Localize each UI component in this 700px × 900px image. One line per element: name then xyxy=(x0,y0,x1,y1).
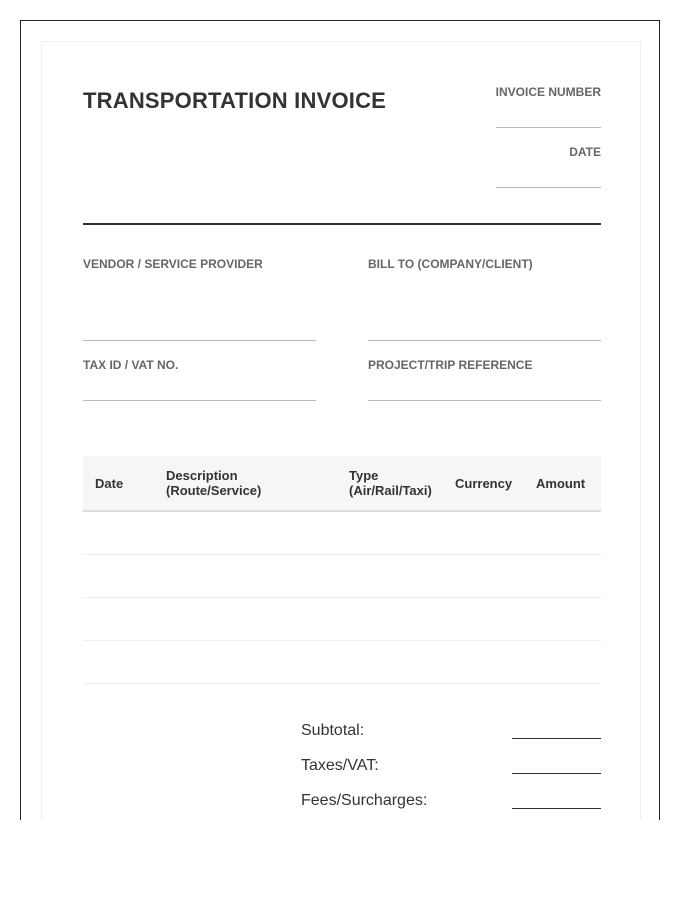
invoice-title: TRANSPORTATION INVOICE xyxy=(83,88,387,113)
table-row[interactable] xyxy=(83,555,601,598)
document-frame xyxy=(20,20,660,820)
date-label: DATE xyxy=(569,145,601,159)
invoice-sheet xyxy=(41,41,641,820)
header-date: Date xyxy=(95,475,124,491)
header-currency: Currency xyxy=(455,475,513,491)
table-row[interactable] xyxy=(83,598,601,641)
bill-to-label: BILL TO (COMPANY/CLIENT) xyxy=(368,257,533,271)
invoice-number-label: INVOICE NUMBER xyxy=(495,85,601,99)
date-field[interactable] xyxy=(496,187,601,188)
totals-section xyxy=(301,722,601,820)
header-description-line2: (Route/Service) xyxy=(166,483,262,498)
bill-to-field[interactable] xyxy=(368,340,601,341)
fees-row xyxy=(301,792,601,820)
table-row[interactable] xyxy=(83,512,601,555)
header-type-line1: Type xyxy=(349,468,379,483)
subtotal-label: Subtotal: xyxy=(301,722,365,739)
header-type-line2: (Air/Rail/Taxi) xyxy=(349,483,432,498)
header-description xyxy=(166,456,261,510)
taxes-label: Taxes/VAT: xyxy=(301,757,379,774)
subtotal-row xyxy=(301,722,601,757)
table-row[interactable] xyxy=(83,641,601,684)
line-items-table xyxy=(83,456,601,684)
header-description-line1: Description xyxy=(166,468,238,483)
vendor-field[interactable] xyxy=(83,340,316,341)
header-divider xyxy=(83,223,601,225)
header-type xyxy=(349,456,432,510)
project-reference-field[interactable] xyxy=(368,400,601,401)
vendor-label: VENDOR / SERVICE PROVIDER xyxy=(83,257,263,271)
project-reference-label: PROJECT/TRIP REFERENCE xyxy=(368,358,533,372)
header-amount: Amount xyxy=(536,475,586,491)
fees-field[interactable] xyxy=(512,808,601,809)
table-header xyxy=(83,456,601,512)
taxes-row xyxy=(301,757,601,792)
tax-id-field[interactable] xyxy=(83,400,316,401)
tax-id-label: TAX ID / VAT NO. xyxy=(83,358,179,372)
taxes-field[interactable] xyxy=(512,773,601,774)
fees-label: Fees/Surcharges: xyxy=(301,792,428,809)
invoice-number-field[interactable] xyxy=(496,127,601,128)
subtotal-field[interactable] xyxy=(512,738,601,739)
